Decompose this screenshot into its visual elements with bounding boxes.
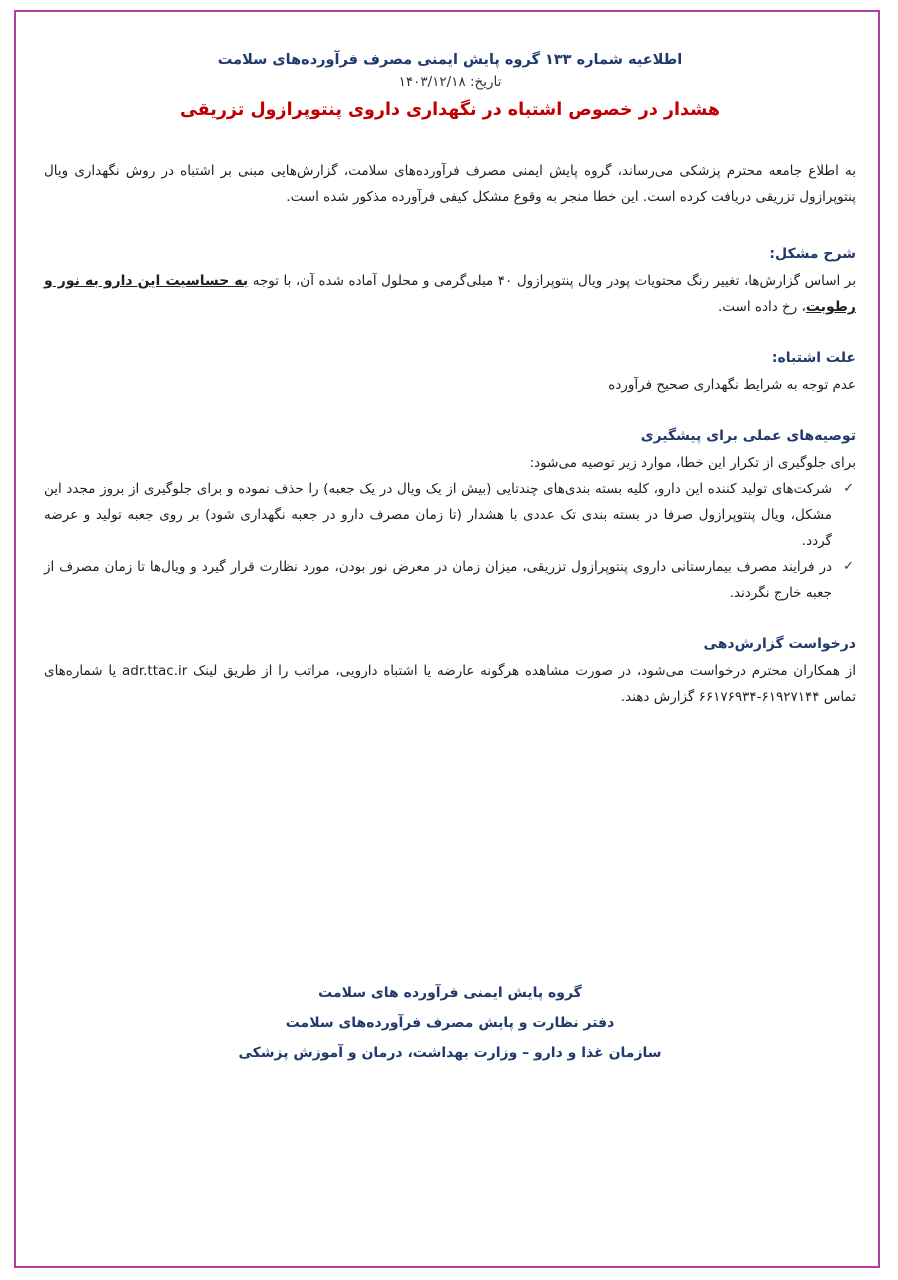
list-item — [44, 476, 856, 554]
cause-text: عدم توجه به شرایط نگهداری صحیح فرآورده — [608, 377, 856, 393]
notice-number: اطلاعیه شماره ۱۳۳ گروه پایش ایمنی مصرف فرآورده‌های سلامت — [217, 52, 683, 68]
problem-text-before: بر اساس گزارش‌ها، تغییر رنگ محتویات پودر ویال پنتوپرازول ۴۰ میلی‌گرمی و محلول آماده شده آن، با توجه — [248, 273, 856, 289]
warning-title: هشدار در خصوص اشتباه در نگهداری داروی پنتوپرازول تزریقی — [179, 100, 721, 120]
cause-section — [44, 350, 856, 398]
checkmark-icon: ✓ — [843, 481, 854, 496]
recommendations-heading: توصیه‌های عملی برای پیشگیری — [640, 428, 856, 444]
notice-date: تاریخ: ۱۴۰۳/۱۲/۱۸ — [398, 74, 502, 90]
reporting-heading: درخواست گزارش‌دهی — [703, 636, 856, 652]
problem-highlight: به حساسیت این دارو به نور و رطوبت — [44, 273, 856, 315]
problem-heading: شرح مشکل: — [769, 246, 856, 262]
recommendations-lead: برای جلوگیری از تکرار این خطا، موارد زیر توصیه می‌شود: — [529, 455, 856, 471]
list-item-text: در فرایند مصرف بیمارستانی داروی پنتوپرازول تزریقی، میزان زمان در معرض نور بودن، مورد نظارت قرار گیرد و ویال‌ها تا زمان مصرف از جعبه خارج نگردند. — [44, 559, 832, 601]
footer-line-office: دفتر نظارت و پایش مصرف فرآورده‌های سلامت — [285, 1015, 615, 1031]
list-item-text: شرکت‌های تولید کننده این دارو، کلیه بسته بندی‌های چندتایی (بیش از یک ویال در یک جعبه) را حذف نموده و برای جلوگیری از بروز مجدد این مشکل، ویال پنتوپرازول صرفا در بسته بندی تک عددی با هشدار (تا زمان مصرف دارو در جعبه نگهداری شود) بر روی جعبه تولید و عرضه گردد. — [44, 481, 832, 549]
reporting-section — [44, 636, 856, 710]
report-link[interactable]: adr.ttac.ir — [121, 663, 188, 679]
problem-section — [44, 246, 856, 320]
intro-paragraph: به اطلاع جامعه محترم پزشکی می‌رساند، گروه پایش ایمنی مصرف فرآورده‌های سلامت، گزارش‌هایی مبنی بر اشتباه در روش نگهداری ویال پنتوپرازول تزریقی دریافت کرده است. این خطا منجر به وقوع مشکل کیفی فرآورده مذکور شده است. — [44, 163, 856, 205]
footer-line-organization: سازمان غذا و دارو – وزارت بهداشت، درمان و آموزش پزشکی — [238, 1045, 662, 1061]
cause-heading: علت اشتباه: — [771, 350, 856, 366]
footer-line-group: گروه پایش ایمنی فرآورده های سلامت — [318, 985, 582, 1001]
reporting-text-after: یا شماره‌های تماس ۶۱۹۲۷۱۴۴-۶۶۱۷۶۹۳۴ گزارش دهند. — [44, 663, 856, 705]
problem-text — [44, 268, 856, 320]
list-item — [44, 554, 856, 606]
checkmark-icon: ✓ — [843, 559, 854, 574]
signature-block — [44, 978, 856, 1068]
problem-text-after: ، رخ داده است. — [717, 299, 806, 315]
recommendations-section — [44, 428, 856, 606]
reporting-text-before: از همکاران محترم درخواست می‌شود، در صورت مشاهده هرگونه عارضه یا اشتباه دارویی، مراتب را از طریق لینک — [187, 663, 856, 679]
recommendations-list — [44, 476, 856, 606]
document-body — [44, 52, 856, 710]
reporting-text — [44, 658, 856, 710]
